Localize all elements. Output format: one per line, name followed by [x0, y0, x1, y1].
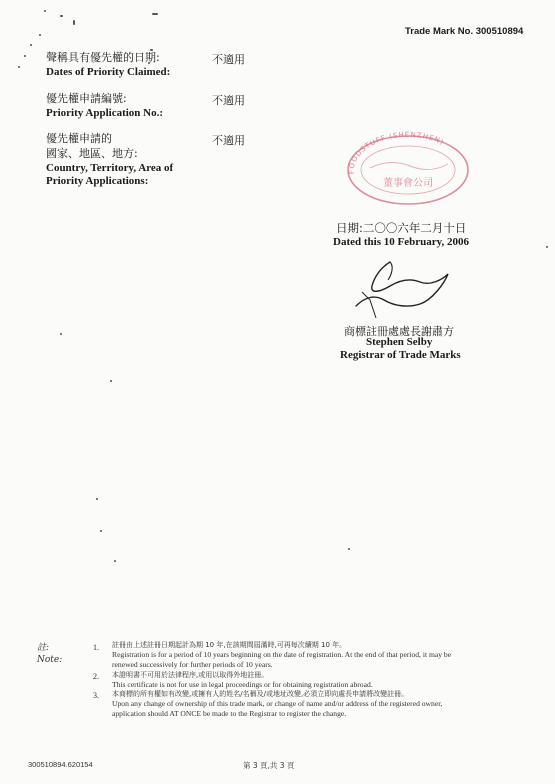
- note-1-en-1: Registration is for a period of 10 years beginning on the date of registration. At the end of that period, it may be: [112, 650, 452, 660]
- note-1-en-2: renewed successively for further periods of 10 years.: [112, 659, 273, 669]
- note-1: [112, 641, 512, 669]
- date-zh: 日期:二〇〇六年二月十日: [336, 221, 467, 235]
- trade-mark-number: Trade Mark No. 300510894: [405, 26, 524, 37]
- priority-country-label-en-2: Priority Applications:: [46, 175, 149, 187]
- note-2: [112, 671, 512, 690]
- priority-country-value: 不適用: [212, 134, 245, 147]
- priority-country-label-zh-2: 國家、地區、地方:: [46, 147, 138, 160]
- svg-text:FOODSTUFF (SHENZHEN): [348, 131, 446, 174]
- priority-dates-value: 不適用: [212, 53, 245, 66]
- footer-page-number: 第 3 頁,共 3 頁: [243, 761, 295, 770]
- note-2-zh: 本證明書不可用於法律程序,或用以取得外地註冊。: [112, 671, 269, 679]
- footer-document-id: 300510894.620154: [28, 760, 93, 769]
- note-2-number: 2.: [93, 672, 99, 681]
- stamp-inner-text: 董事會公司: [383, 178, 433, 189]
- priority-country-label-zh-1: 優先權申請的: [46, 132, 112, 145]
- stamp-ring-text: FOODSTUFF (SHENZHEN): [347, 130, 446, 175]
- company-stamp: [340, 128, 475, 208]
- priority-app-no-label-en: Priority Application No.:: [46, 107, 164, 119]
- note-1-zh: 註冊由上述註冊日期起計為期 10 年,在該期間屆滿時,可再每次續期 10 年。: [112, 641, 347, 649]
- registrar-title-zh: 商標註冊處處長謝肅方: [344, 325, 454, 338]
- notes-label-en: Note:: [37, 655, 63, 665]
- note-2-en-1: This certificate is not for use in legal proceedings or for obtaining registration abroad.: [112, 680, 373, 690]
- priority-country-label-en-1: Country, Territory, Area of: [46, 162, 174, 174]
- note-3-en-1: Upon any change of ownership of this trade mark, or change of name and/or address of the registered owner,: [112, 699, 443, 709]
- registrar-name: Stephen Selby: [366, 336, 433, 348]
- note-3-number: 3.: [93, 691, 99, 700]
- notes-label: [37, 642, 62, 666]
- notes-label-zh: 註:: [37, 643, 50, 653]
- date-en: Dated this 10 February, 2006: [333, 236, 469, 248]
- priority-dates-label-zh: 聲稱具有優先權的日期:: [46, 51, 160, 64]
- note-3: [112, 690, 512, 718]
- note-3-en-2: application should AT ONCE be made to the Registrar to register the change.: [112, 708, 347, 718]
- registrar-signature: [350, 256, 460, 322]
- priority-dates-label-en: Dates of Priority Claimed:: [46, 66, 171, 78]
- priority-app-no-label-zh: 優先權申請編號:: [46, 92, 127, 105]
- priority-app-no-value: 不適用: [212, 94, 245, 107]
- note-3-zh: 本商標的所有權如有改變,或擁有人的姓名/名稱及/或地址改變,必須立即向處長申請將改變註冊。: [112, 690, 409, 698]
- note-1-number: 1.: [93, 643, 99, 652]
- registrar-title-en: Registrar of Trade Marks: [340, 349, 461, 361]
